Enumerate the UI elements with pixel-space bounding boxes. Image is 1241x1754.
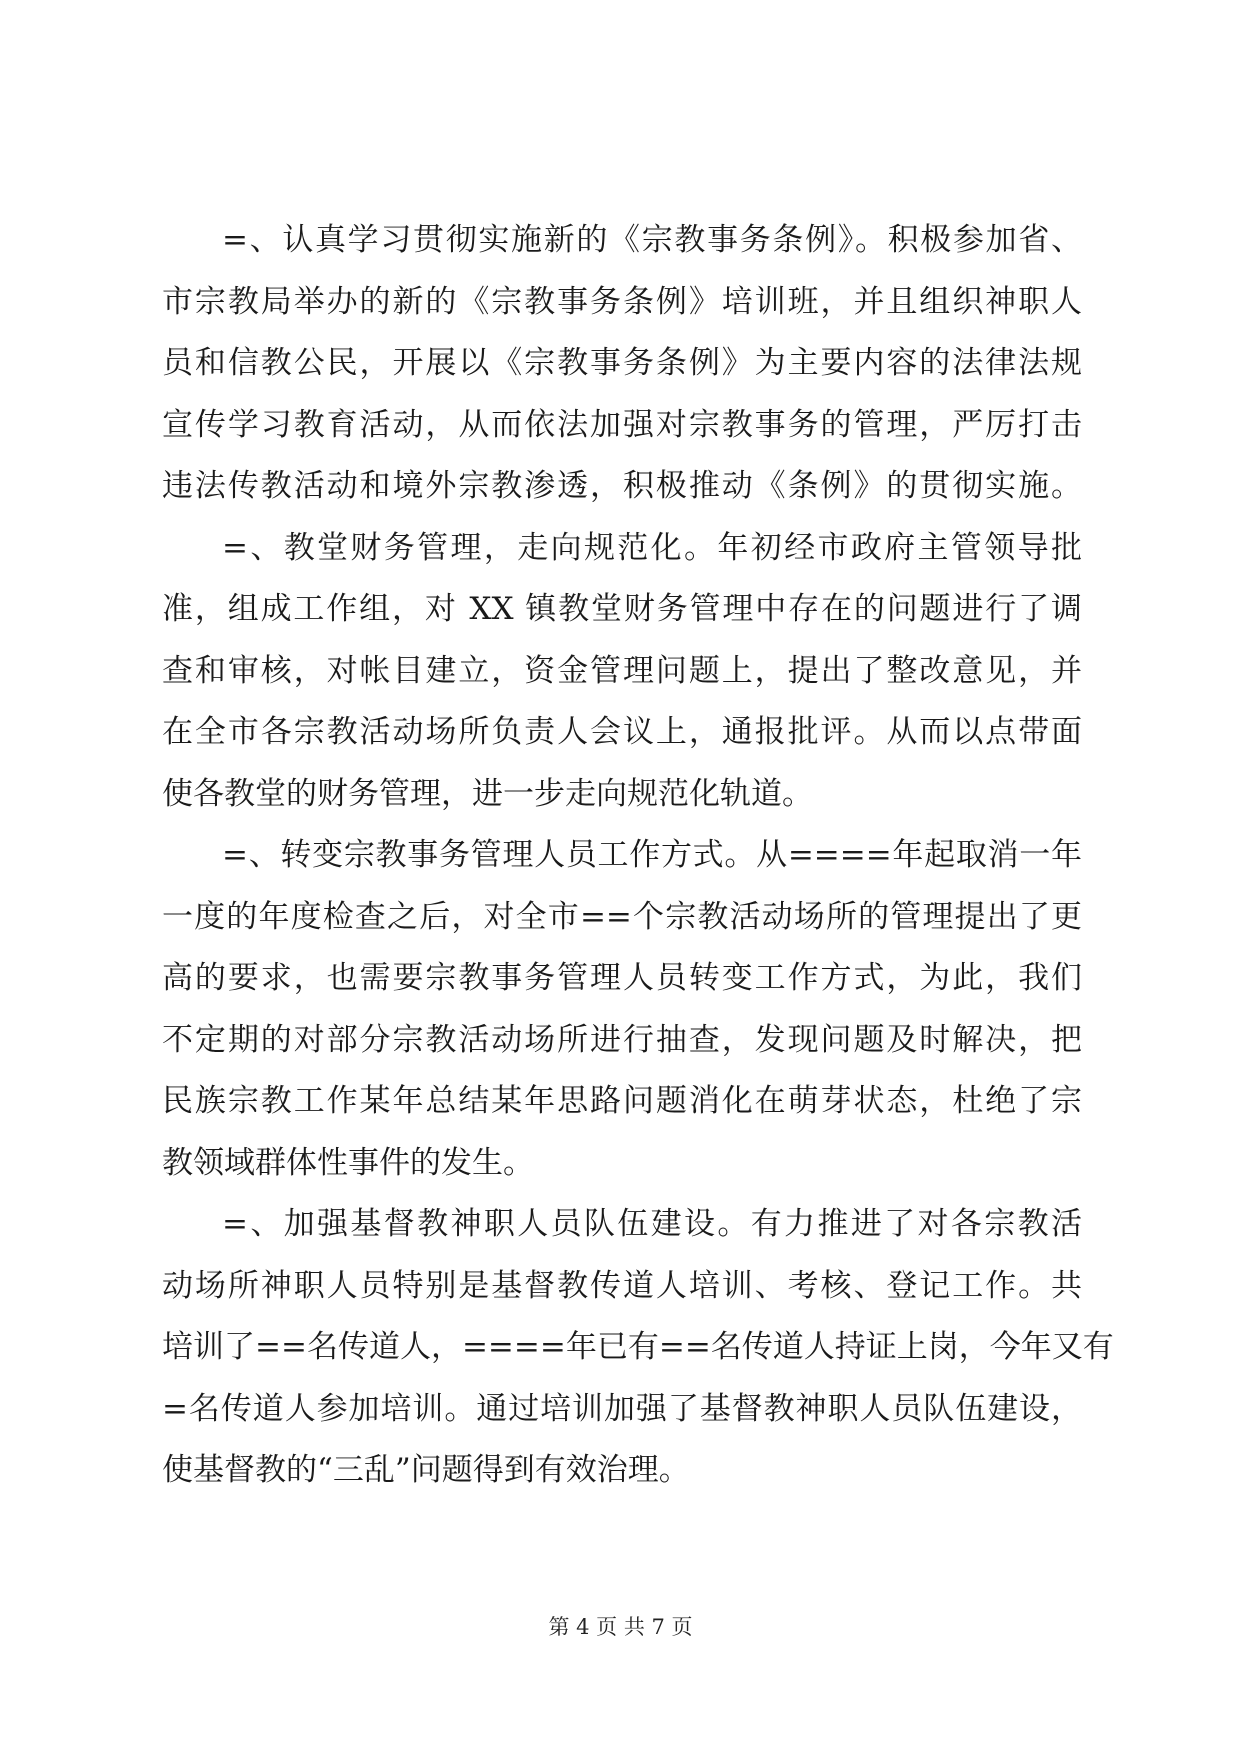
text-line: 准，组成工作组，对 XX 镇教堂财务管理中存在的问题进行了调 <box>162 591 1082 627</box>
document-body <box>162 210 1114 1502</box>
paragraph-2 <box>162 518 1082 826</box>
text-line: 宣传学习教育活动，从而依法加强对宗教事务的管理，严厉打击 <box>162 406 1082 443</box>
text-line: =、加强基督教神职人员队伍建设。有力推进了对各宗教活 <box>222 1206 1082 1242</box>
text-line: =名传道人参加培训。通过培训加强了基督教神职人员队伍建设， <box>162 1390 1082 1427</box>
text-line: 培训了==名传道人，====年已有==名传道人持证上岗，今年又有 <box>162 1329 1114 1365</box>
text-line: 民族宗教工作某年总结某年思路问题消化在萌芽状态，杜绝了宗 <box>162 1083 1082 1119</box>
text-line: 使各教堂的财务管理，进一步走向规范化轨道。 <box>162 775 813 812</box>
text-line: 市宗教局举办的新的《宗教事务条例》培训班，并且组织神职人 <box>162 283 1082 320</box>
text-line: 一度的年度检查之后，对全市==个宗教活动场所的管理提出了更 <box>162 898 1082 935</box>
text-line: =、转变宗教事务管理人员工作方式。从====年起取消一年 <box>222 837 1082 873</box>
text-line: 不定期的对部分宗教活动场所进行抽查，发现问题及时解决，把 <box>162 1021 1082 1058</box>
text-line: =、教堂财务管理，走向规范化。年初经市政府主管领导批 <box>222 529 1082 566</box>
paragraph-1 <box>162 210 1082 518</box>
text-line: 违法传教活动和境外宗教渗透，积极推动《条例》的贯彻实施。 <box>162 468 1082 504</box>
paragraph-3 <box>162 825 1082 1194</box>
text-line: 教领域群体性事件的发生。 <box>162 1144 534 1181</box>
paragraph-4 <box>162 1194 1114 1502</box>
text-line: 使基督教的“三乱”问题得到有效治理。 <box>162 1452 690 1488</box>
text-line: 查和审核，对帐目建立，资金管理问题上，提出了整改意见，并 <box>162 652 1082 689</box>
text-line: 高的要求，也需要宗教事务管理人员转变工作方式，为此，我们 <box>162 960 1082 996</box>
text-line: =、认真学习贯彻实施新的《宗教事务条例》。积极参加省、 <box>222 222 1082 258</box>
text-line: 在全市各宗教活动场所负责人会议上，通报批评。从而以点带面 <box>162 714 1082 750</box>
text-line: 员和信教公民，开展以《宗教事务条例》为主要内容的法律法规 <box>162 345 1082 381</box>
page-number-footer: 第 4 页 共 7 页 <box>548 1615 693 1639</box>
text-line: 动场所神职人员特别是基督教传道人培训、考核、登记工作。共 <box>162 1267 1082 1304</box>
